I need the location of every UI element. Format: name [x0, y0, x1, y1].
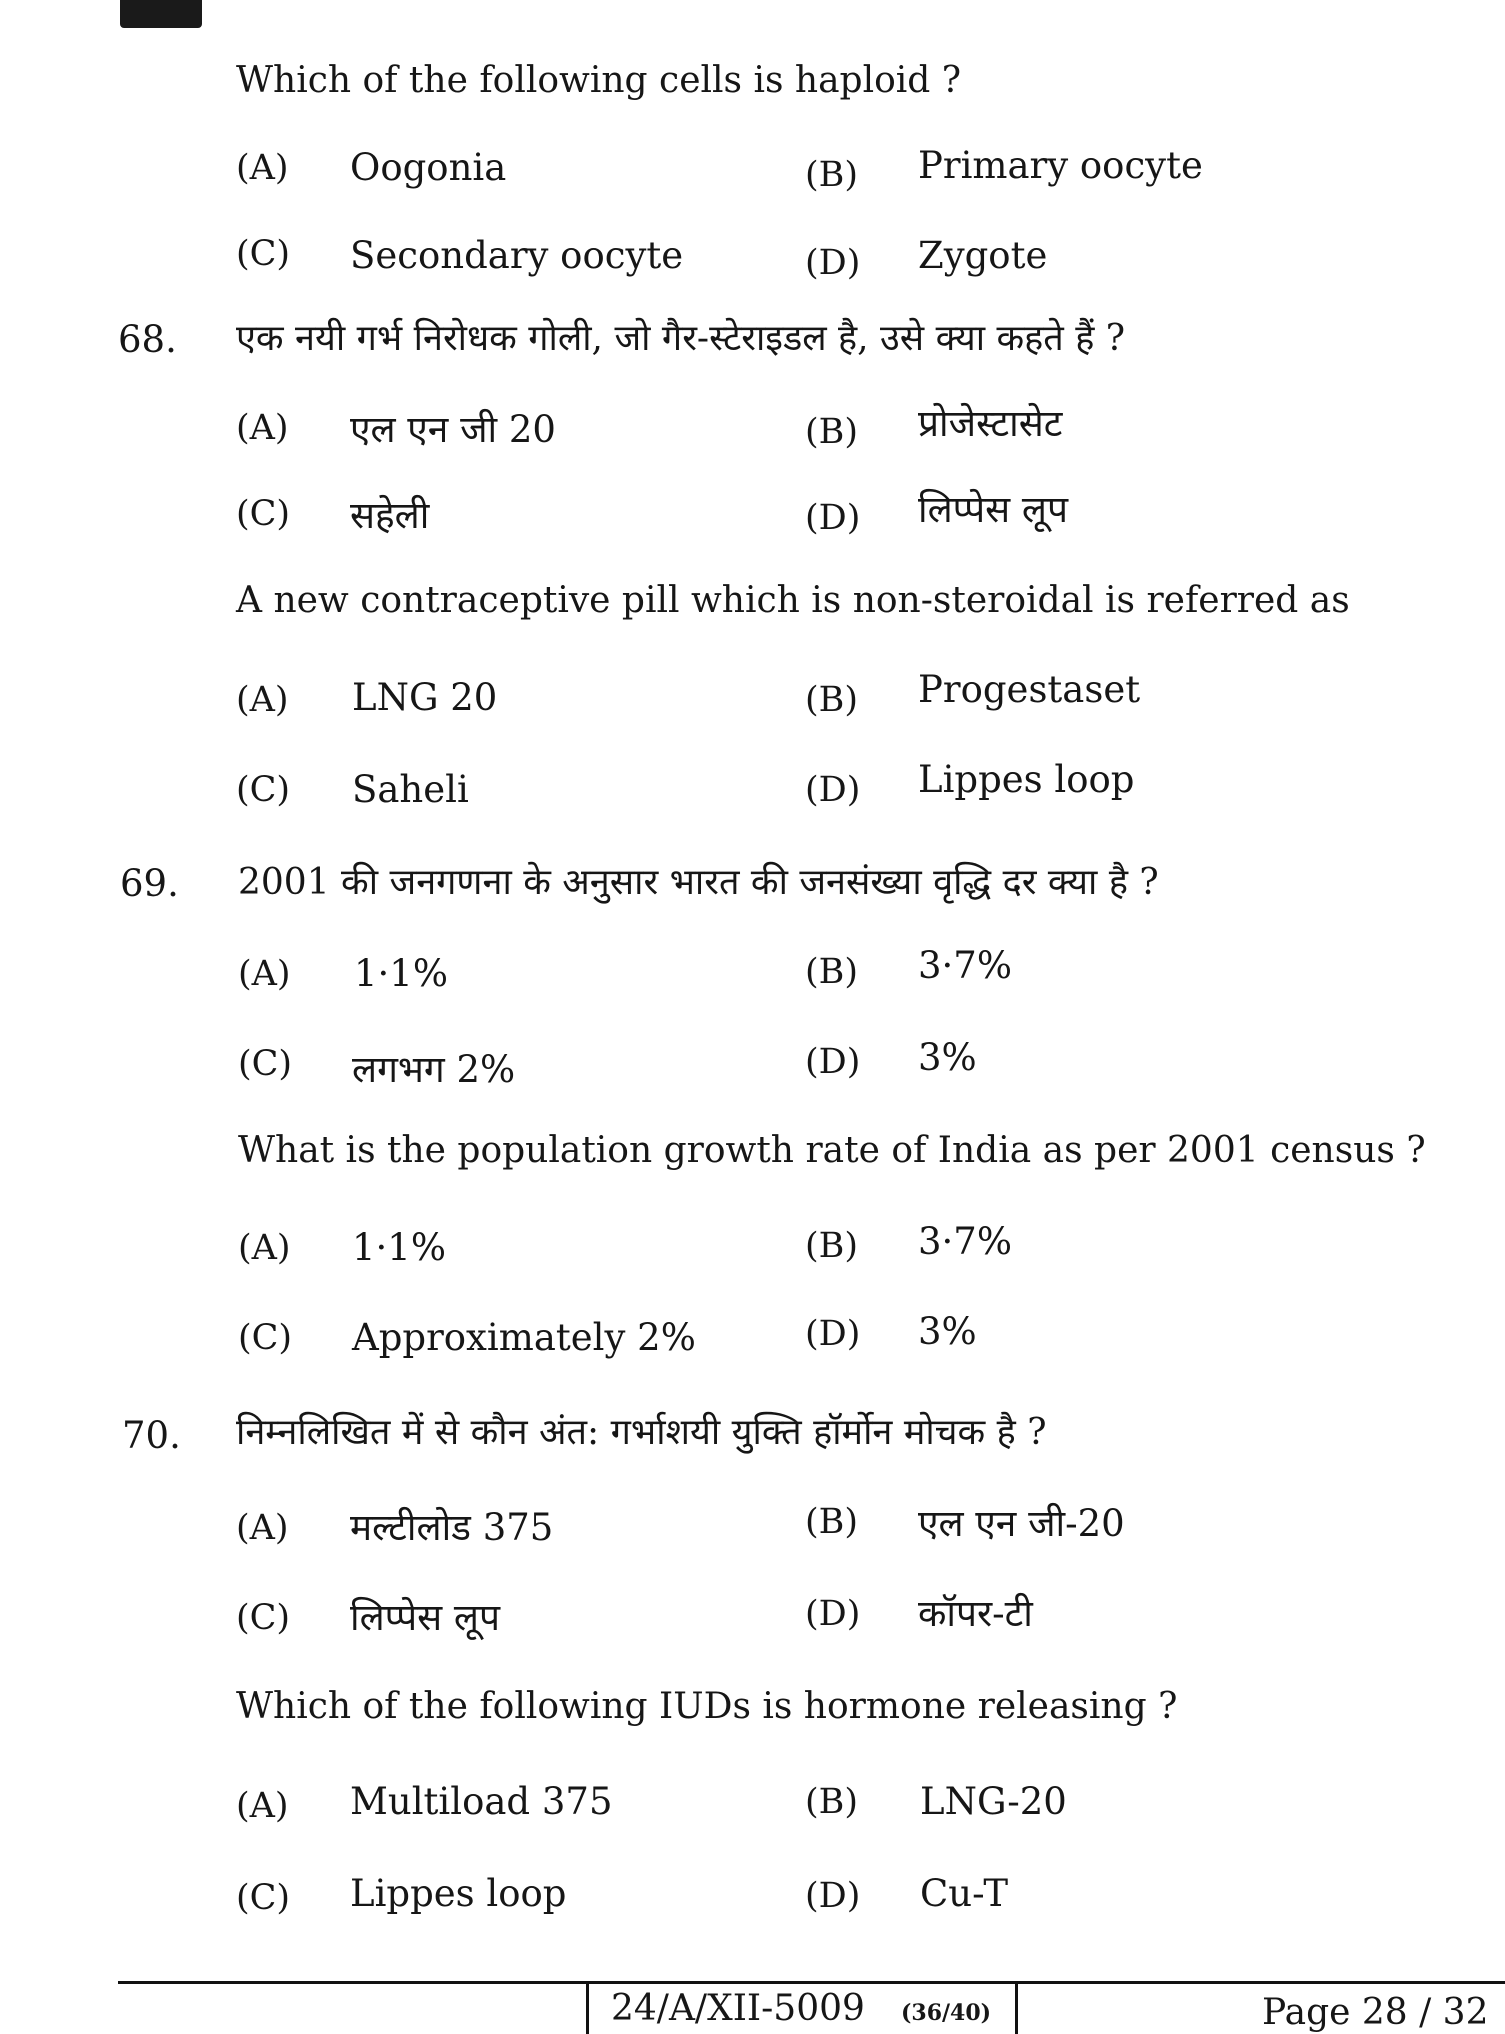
q69-option-b-letter: (B)	[805, 1226, 859, 1266]
q68-option-c-letter: (C)	[236, 770, 291, 810]
q69-hi-option-a-letter: (A)	[238, 954, 291, 994]
paper-code: 24/A/XII-5009	[611, 1988, 865, 2029]
page-number: Page 28 / 32	[1262, 1992, 1489, 2033]
q70-hi-option-b-letter: (B)	[805, 1502, 859, 1542]
q70-option-c-text: Lippes loop	[350, 1872, 567, 1915]
q67-option-a-letter: (A)	[236, 148, 289, 188]
q69-option-a-text: 1·1%	[352, 1226, 446, 1269]
q69-hi-option-b-text: 3·7%	[918, 944, 1012, 987]
q68-hi-option-a-text: एल एन जी 20	[350, 408, 556, 451]
q68-option-a-text: LNG 20	[352, 676, 498, 719]
q70-option-b-letter: (B)	[805, 1782, 859, 1822]
paper-code-box	[586, 1984, 1018, 2034]
q67-option-a-text: Oogonia	[350, 146, 507, 189]
question-68-number: 68.	[118, 318, 177, 361]
q70-option-d-letter: (D)	[805, 1876, 861, 1916]
question-69-text-en: What is the population growth rate of India as per 2001 census ?	[238, 1130, 1426, 1171]
q70-hi-option-a-letter: (A)	[236, 1508, 289, 1548]
q68-option-d-text: Lippes loop	[918, 758, 1135, 801]
question-67-text-en: Which of the following cells is haploid ?	[236, 60, 962, 101]
q70-option-b-text: LNG-20	[920, 1780, 1067, 1823]
q70-option-d-text: Cu-T	[920, 1872, 1009, 1915]
q67-option-b-text: Primary oocyte	[918, 144, 1203, 187]
q68-hi-option-c-letter: (C)	[236, 494, 291, 534]
q70-option-a-letter: (A)	[236, 1786, 289, 1826]
q69-hi-option-d-letter: (D)	[805, 1042, 861, 1082]
q68-hi-option-d-text: लिप्पेस लूप	[918, 488, 1068, 531]
question-68-text-hi: एक नयी गर्भ निरोधक गोली, जो गैर-स्टेराइडल है, उसे क्या कहते हैं ?	[236, 318, 1126, 359]
q67-option-b-letter: (B)	[805, 155, 859, 195]
q70-option-a-text: Multiload 375	[350, 1780, 613, 1823]
q68-option-b-letter: (B)	[805, 680, 859, 720]
q70-option-c-letter: (C)	[236, 1878, 291, 1918]
q70-hi-option-b-text: एल एन जी-20	[918, 1502, 1125, 1545]
q69-option-c-text: Approximately 2%	[352, 1316, 696, 1359]
q69-hi-option-c-text: लगभग 2%	[352, 1048, 516, 1091]
q67-option-d-letter: (D)	[805, 243, 861, 283]
q69-option-a-letter: (A)	[238, 1228, 291, 1268]
question-69-number: 69.	[120, 862, 179, 905]
q67-option-c-text: Secondary oocyte	[350, 234, 684, 277]
q67-option-d-text: Zygote	[918, 234, 1048, 277]
q69-hi-option-c-letter: (C)	[238, 1044, 293, 1084]
question-70-text-hi: निम्नलिखित में से कौन अंत: गर्भाशयी युक्ति हॉर्मोन मोचक है ?	[236, 1412, 1047, 1453]
q68-option-c-text: Saheli	[352, 768, 469, 811]
q68-hi-option-b-text: प्रोजेस्टासेट	[918, 402, 1063, 445]
q70-hi-option-c-text: लिप्पेस लूप	[350, 1596, 500, 1639]
question-70-text-en: Which of the following IUDs is hormone releasing ?	[236, 1686, 1178, 1727]
q69-option-d-letter: (D)	[805, 1314, 861, 1354]
q69-hi-option-d-text: 3%	[918, 1036, 977, 1079]
q68-hi-option-d-letter: (D)	[805, 498, 861, 538]
q70-hi-option-d-text: कॉपर-टी	[918, 1592, 1033, 1635]
q68-option-a-letter: (A)	[236, 680, 289, 720]
q69-hi-option-a-text: 1·1%	[354, 952, 448, 995]
q70-hi-option-c-letter: (C)	[236, 1598, 291, 1638]
q70-hi-option-a-text: मल्टीलोड 375	[350, 1506, 554, 1549]
q69-option-d-text: 3%	[918, 1310, 977, 1353]
q68-hi-option-c-text: सहेली	[350, 494, 430, 537]
q69-option-b-text: 3·7%	[918, 1220, 1012, 1263]
question-68-text-en: A new contraceptive pill which is non-steroidal is referred as	[236, 580, 1350, 621]
q68-option-b-text: Progestaset	[918, 668, 1141, 711]
q69-option-c-letter: (C)	[238, 1318, 293, 1358]
q68-option-d-letter: (D)	[805, 770, 861, 810]
q70-hi-option-d-letter: (D)	[805, 1594, 861, 1634]
question-69-text-hi: 2001 की जनगणना के अनुसार भारत की जनसंख्या वृद्धि दर क्या है ?	[238, 862, 1159, 903]
paper-code-sub: (36/40)	[901, 2000, 992, 2026]
page-corner-tab	[120, 0, 202, 28]
q68-hi-option-a-letter: (A)	[236, 408, 289, 448]
q67-option-c-letter: (C)	[236, 234, 291, 274]
q69-hi-option-b-letter: (B)	[805, 952, 859, 992]
question-70-number: 70.	[122, 1414, 181, 1457]
q68-hi-option-b-letter: (B)	[805, 412, 859, 452]
